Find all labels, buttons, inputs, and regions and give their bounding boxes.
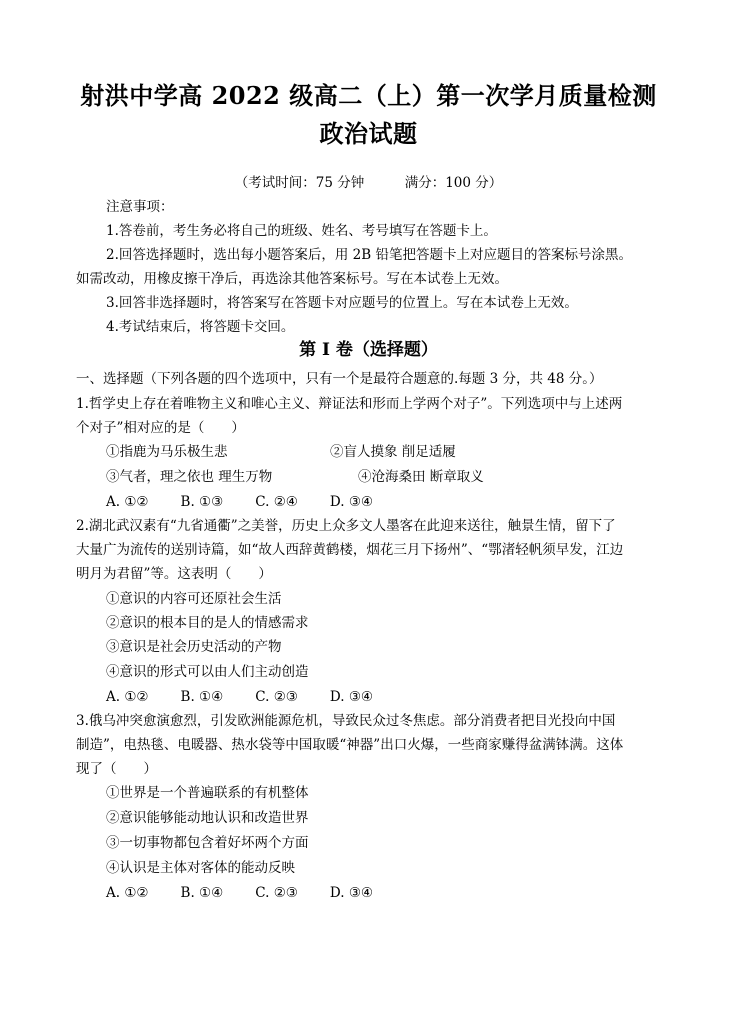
question-1-option: ①指鹿为马乐极生悲 [106, 444, 228, 460]
exam-title: 射洪中学高 2022 级高二（上）第一次学月质量检测 [80, 81, 657, 110]
note-item: 3.回答非选择题时，将答案写在答题卡对应题号的位置上。写在本试卷上无效。 [106, 295, 578, 311]
note-item: 2.回答选择题时，选出每小题答案后，用 2B 铅笔把答题卡上对应题目的答案标号涂黑。 [106, 247, 632, 263]
question-3-option: ③一切事物都包含着好坏两个方面 [106, 835, 309, 851]
exam-subject-title: 政治试题 [319, 119, 418, 148]
question-3-stem: 3.俄乌冲突愈演愈烈，引发欧洲能源危机，导致民众过冬焦虑。部分消费者把目光投向中国 [76, 713, 616, 729]
question-3-option: ②意识能够能动地认识和改造世界 [106, 810, 309, 826]
answer-choice: B. ①③ [180, 494, 224, 510]
note-item: 1.答卷前，考生务必将自己的班级、姓名、考号填写在答题卡上。 [106, 223, 497, 239]
answer-choice: D. ③④ [329, 885, 374, 901]
section-title: 第 I 卷（选择题） [299, 340, 438, 360]
question-2-option: ①意识的内容可还原社会生活 [106, 591, 282, 607]
notes-heading: 注意事项： [106, 199, 174, 215]
answer-choice: C. ②④ [255, 494, 298, 510]
question-1-stem: 个对子”相对应的是（ ） [76, 420, 245, 436]
question-1-answers [106, 493, 405, 511]
answer-choice: A. ①② [106, 689, 149, 705]
question-2-answers [106, 688, 405, 706]
question-1-option: ③气者，理之依也 理生万物 [106, 469, 273, 485]
note-item: 如需改动，用橡皮擦干净后，再选涂其他答案标号。写在本试卷上无效。 [76, 271, 508, 287]
answer-choice: C. ②③ [255, 885, 298, 901]
question-1-option: ②盲人摸象 削足适履 [330, 444, 456, 460]
question-2-stem: 2.湖北武汉素有“九省通衢”之美誉，历史上众多文人墨客在此迎来送往，触景生情，留下了 [76, 518, 616, 534]
question-1-stem: 1.哲学史上存在着唯物主义和唯心主义、辩证法和形而上学两个对子”。下列选项中与上述两 [76, 396, 623, 412]
answer-choice: A. ①② [106, 885, 149, 901]
note-item: 4.考试结束后，将答题卡交回。 [106, 319, 295, 335]
question-2-option: ②意识的根本目的是人的情感需求 [106, 615, 309, 631]
question-1-option: ④沧海桑田 断章取义 [358, 469, 484, 485]
answer-choice: D. ③④ [329, 689, 374, 705]
question-3-answers [106, 884, 405, 902]
question-2-stem: 大量广为流传的送别诗篇，如“故人西辞黄鹤楼，烟花三月下扬州”、“鄂渚轻帆须早发，江边 [76, 542, 624, 558]
question-3-option: ④认识是主体对客体的能动反映 [106, 860, 295, 876]
exam-info: （考试时间：75 分钟 满分：100 分） [234, 175, 503, 191]
section-instruction: 一、选择题（下列各题的四个选项中，只有一个是最符合题意的.每题 3 分，共 48 分。） [76, 371, 603, 387]
question-2-option: ③意识是社会历史活动的产物 [106, 639, 282, 655]
answer-choice: B. ①④ [180, 689, 224, 705]
answer-choice: A. ①② [106, 494, 149, 510]
question-3-stem: 制造”，电热毯、电暖器、热水袋等中国取暖“神器”出口火爆，一些商家赚得盆满钵满。这体 [76, 737, 624, 753]
answer-choice: C. ②③ [255, 689, 298, 705]
question-3-option: ①世界是一个普遍联系的有机整体 [106, 785, 309, 801]
question-3-stem: 现了（ ） [76, 761, 157, 777]
question-2-option: ④意识的形式可以由人们主动创造 [106, 664, 309, 680]
answer-choice: D. ③④ [329, 494, 374, 510]
answer-choice: B. ①④ [180, 885, 224, 901]
question-2-stem: 明月为君留”等。这表明（ ） [76, 566, 272, 582]
